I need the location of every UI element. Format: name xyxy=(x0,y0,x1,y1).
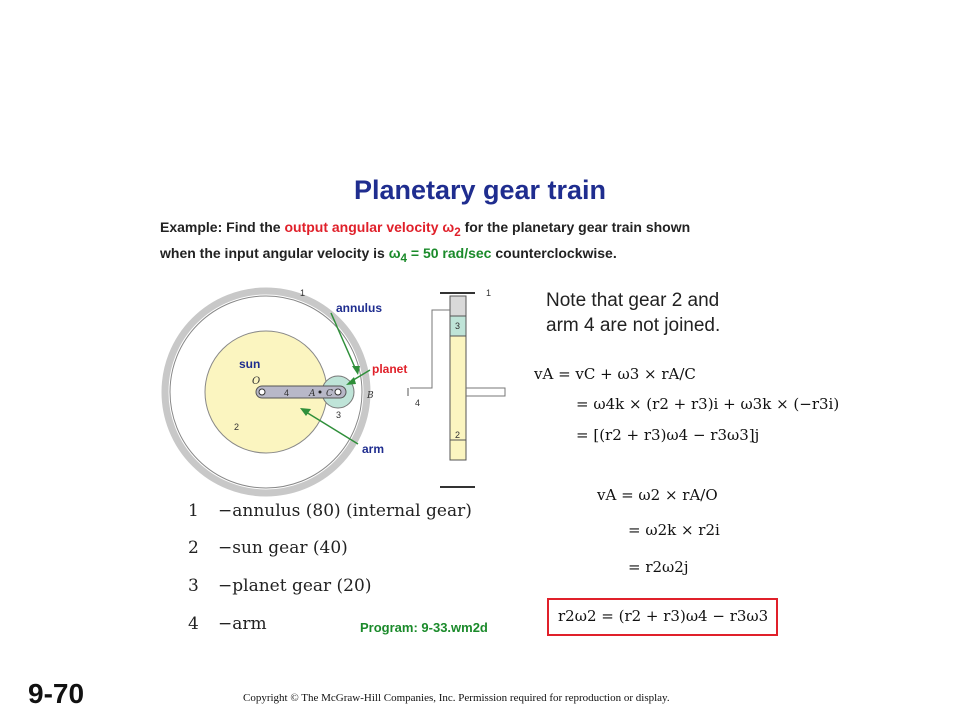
side-sun-bottom xyxy=(450,440,466,460)
equation-sun-simplified: = r2ω2j xyxy=(628,558,689,576)
gear-2-label: 2 xyxy=(234,422,240,432)
example-text: for the planetary gear train shown xyxy=(460,219,691,235)
side-gear-1-label: 1 xyxy=(486,288,492,298)
gear-3-label: 3 xyxy=(336,410,342,420)
side-arm-4-label: 4 xyxy=(415,398,421,408)
example-text: counterclockwise. xyxy=(491,244,617,261)
equation-sun-expanded: = ω2k × r2i xyxy=(628,521,720,539)
copyright-notice: Copyright © The McGraw-Hill Companies, Inc. Permission required for reproduction or display. xyxy=(243,692,670,704)
point-B-label: B xyxy=(367,391,374,401)
equation-velocity-A-expanded: = ω4k × (r2 + r3)i + ω3k × (−r3i) xyxy=(576,395,840,413)
side-view xyxy=(408,288,505,487)
planet-label: planet xyxy=(372,362,408,376)
arm-number-label: 4 xyxy=(284,388,290,398)
annulus-label: annulus xyxy=(336,301,383,315)
point-A-label: A xyxy=(309,389,316,399)
side-gear-3-label: 3 xyxy=(455,321,461,331)
legend-item-annulus: 1 −annulus (80) (internal gear) xyxy=(188,501,472,521)
slide-number: 9-70 xyxy=(28,678,85,709)
result-equation: r2ω2 = (r2 + r3)ω4 − r3ω3 xyxy=(558,607,769,625)
arm-label: arm xyxy=(362,442,385,456)
pivot-O xyxy=(259,389,265,395)
side-arm-link xyxy=(410,310,450,388)
program-reference: Program: 9-33.wm2d xyxy=(360,620,488,635)
equation-velocity-A-sun: vA = ω2 × rA/O xyxy=(597,486,718,504)
legend-item-arm: 4 −arm xyxy=(188,614,267,634)
point-O-label: O xyxy=(252,376,261,387)
output-velocity-text: output angular velocity $\omega_2$ xyxy=(284,219,461,239)
pivot-C xyxy=(335,389,341,395)
note-text xyxy=(546,288,720,338)
slide-title: Planetary gear train xyxy=(353,175,607,205)
side-gear-2-label: 2 xyxy=(455,430,461,440)
example-text: Example: Find the xyxy=(160,219,285,235)
example-text: when the input angular velocity is xyxy=(160,244,389,261)
legend-item-planet: 3 −planet gear (20) xyxy=(188,576,372,596)
gear-1-label: 1 xyxy=(300,288,306,298)
legend-item-sun: 2 −sun gear (40) xyxy=(188,538,348,558)
side-annulus-top xyxy=(450,296,466,316)
input-velocity-text: $\omega_4 = 50$ rad/sec xyxy=(388,244,492,265)
sun-label: sun xyxy=(239,357,261,371)
point-A-dot xyxy=(319,391,322,394)
equation-velocity-A-simplified: = [(r2 + r3)ω4 − r3ω3]j xyxy=(576,426,760,444)
point-C-label: C xyxy=(326,389,333,399)
note-line-2: arm 4 are not joined. xyxy=(546,315,721,336)
equation-velocity-A-relative: vA = vC + ω3 × rA/C xyxy=(534,365,696,383)
side-output-shaft xyxy=(466,388,505,396)
note-line-1: Note that gear 2 and xyxy=(546,290,720,311)
